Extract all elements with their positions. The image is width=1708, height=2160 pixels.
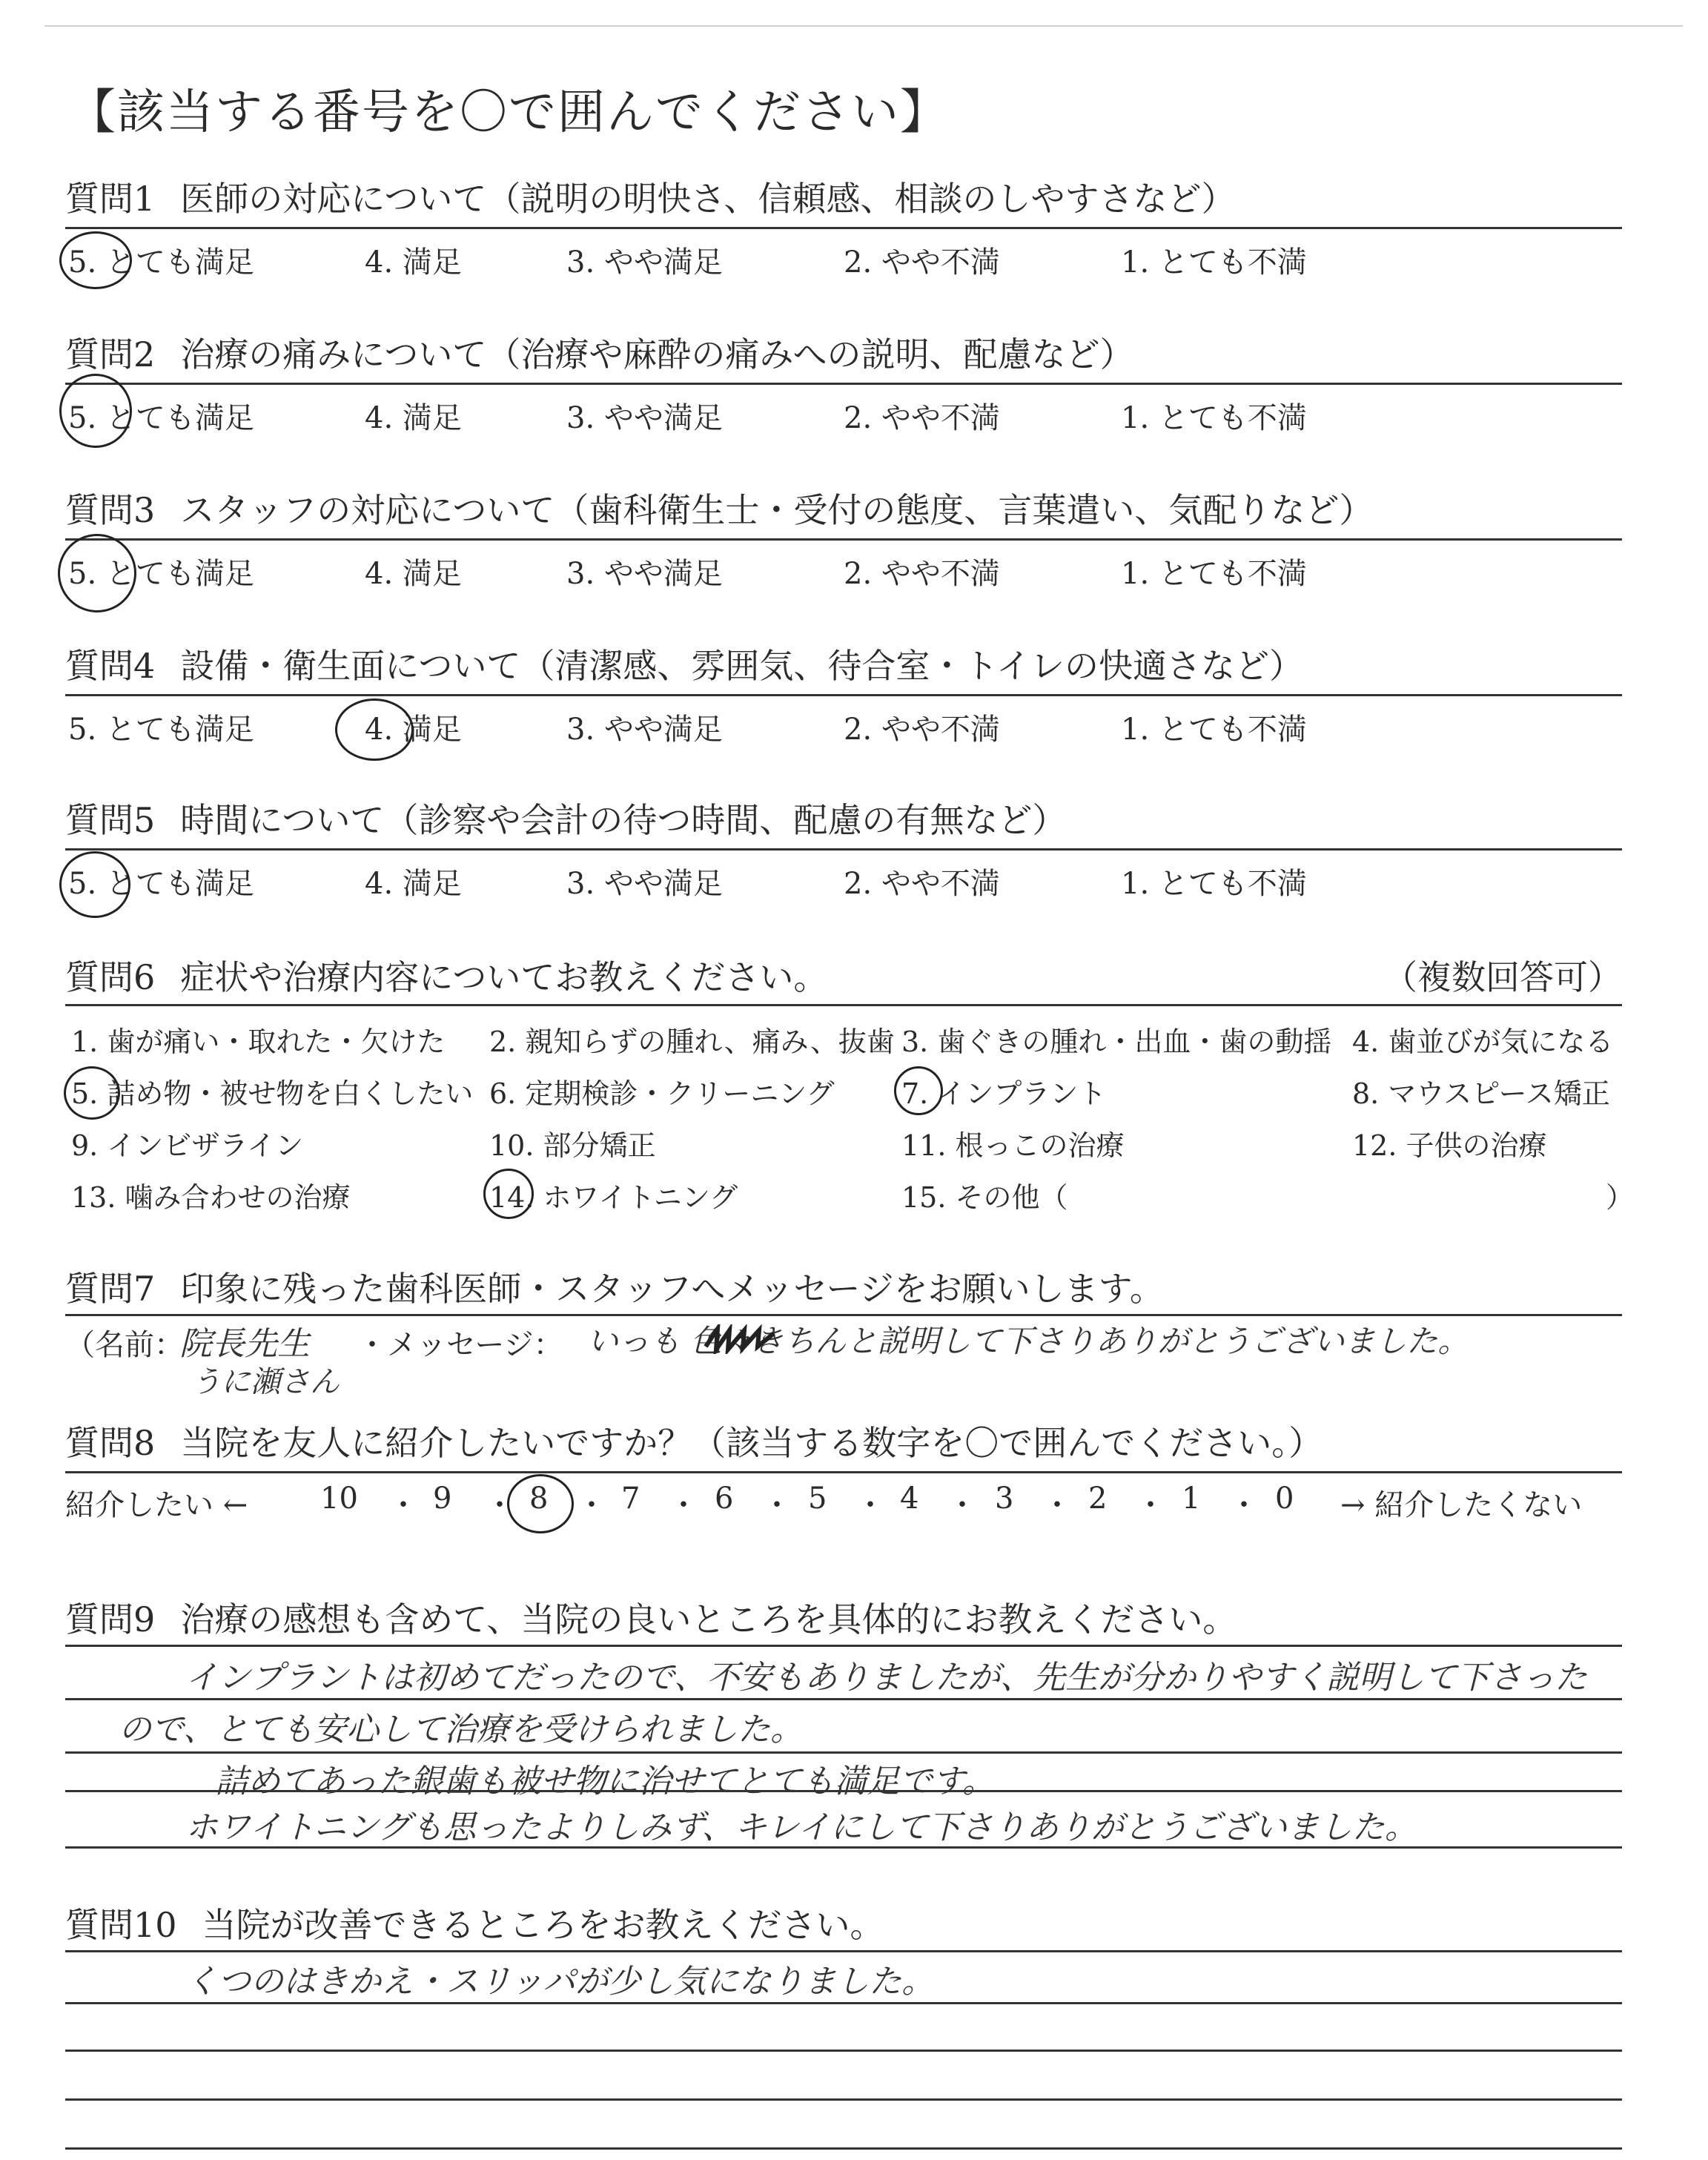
scale-8[interactable]: 8	[529, 1482, 549, 1516]
question-10-title: 質問10 当院が改善できるところをお教えください。	[65, 1905, 884, 1945]
symptom-5[interactable]: 5. 詰め物・被せ物を白くしたい	[71, 1077, 474, 1110]
option-1[interactable]: 1. とても不満	[1121, 245, 1307, 280]
option-1[interactable]: 1. とても不満	[1121, 713, 1307, 747]
scale-dot: ・	[485, 1488, 514, 1522]
symptom-13[interactable]: 13. 噛み合わせの治療	[71, 1181, 351, 1214]
divider	[65, 227, 1622, 229]
scale-dot: ・	[947, 1488, 977, 1522]
option-2[interactable]: 2. やや不満	[844, 245, 1000, 280]
question-9-title: 質問9 治療の感想も含めて、当院の良いところを具体的にお教えください。	[65, 1599, 1237, 1639]
divider	[65, 848, 1622, 851]
message-value[interactable]: いっも 色々きちんと説明して下さりありがとうございました。	[587, 1323, 1469, 1359]
scale-2[interactable]: 2	[1088, 1482, 1108, 1516]
scale-6[interactable]: 6	[715, 1482, 734, 1516]
question-3-options	[65, 550, 1622, 595]
option-5[interactable]: 5. とても満足	[68, 713, 254, 747]
scale-dot: ・	[1136, 1488, 1165, 1522]
option-3[interactable]: 3. やや満足	[566, 713, 723, 747]
question-6-title: 質問6 症状や治療内容についてお教えください。	[65, 957, 828, 997]
symptom-1[interactable]: 1. 歯が痛い・取れた・欠けた	[71, 1025, 446, 1058]
question-7-title: 質問7 印象に残った歯科医師・スタッフへメッセージをお願いします。	[65, 1269, 1164, 1309]
option-2[interactable]: 2. やや不満	[844, 867, 1000, 901]
question-5-options	[65, 860, 1622, 905]
option-4[interactable]: 4. 満足	[365, 401, 462, 435]
question-5-title: 質問5 時間について（診察や会計の待つ時間、配慮の有無など）	[65, 800, 1067, 840]
question-2-title: 質問2 治療の痛みについて（治療や麻酔の痛みへの説明、配慮など）	[65, 334, 1134, 374]
option-3[interactable]: 3. やや満足	[566, 245, 723, 280]
name-value[interactable]: 院長先生	[179, 1325, 310, 1363]
question-8-title: 質問8 当院を友人に紹介したいですか？（該当する数字を〇で囲んでください。）	[65, 1423, 1323, 1463]
scale-1[interactable]: 1	[1182, 1482, 1201, 1516]
question-2-options	[65, 394, 1622, 439]
scale-dot: ・	[669, 1488, 698, 1522]
option-4[interactable]: 4. 満足	[365, 557, 462, 591]
symptom-10[interactable]: 10. 部分矯正	[489, 1129, 656, 1162]
question-3	[65, 483, 1622, 532]
answer-9-line-4[interactable]: ホワイトニングも思ったよりしみず、キレイにして下さりありがとうございました。	[185, 1809, 1417, 1846]
question-4-title: 質問4 設備・衛生面について（清潔感、雰囲気、待合室・トイレの快適さなど）	[65, 646, 1304, 686]
question-7	[65, 1262, 1622, 1311]
symptom-4[interactable]: 4. 歯並びが気になる	[1352, 1025, 1614, 1058]
option-3[interactable]: 3. やや満足	[566, 557, 723, 591]
scribble-icon	[703, 1324, 777, 1354]
option-2[interactable]: 2. やや不満	[844, 557, 1000, 591]
option-3[interactable]: 3. やや満足	[566, 867, 723, 901]
recommend-scale	[65, 1482, 1622, 1526]
option-5[interactable]: 5. とても満足	[68, 867, 254, 901]
symptom-7[interactable]: 7. インプラント	[901, 1077, 1107, 1110]
divider	[65, 538, 1622, 541]
symptom-grid	[65, 1019, 1635, 1214]
divider	[65, 1004, 1622, 1006]
name-value-2[interactable]: うに瀬さん	[191, 1365, 340, 1399]
answer-9-line-3[interactable]: 詰めてあった銀歯も被せ物に治せてとても満足です。	[215, 1763, 996, 1800]
scale-dot: ・	[1229, 1488, 1259, 1522]
question-4-options	[65, 706, 1622, 750]
option-5[interactable]: 5. とても満足	[68, 401, 254, 435]
ruled-line	[65, 2002, 1622, 2004]
divider	[65, 383, 1622, 385]
scale-dot: ・	[388, 1488, 418, 1522]
scale-dot: ・	[855, 1488, 885, 1522]
option-4[interactable]: 4. 満足	[365, 713, 462, 747]
symptom-15-close: ）	[1606, 1181, 1635, 1214]
ruled-line	[65, 1846, 1622, 1849]
ruled-line	[65, 2147, 1622, 2150]
question-10	[65, 1898, 1622, 1947]
symptom-8[interactable]: 8. マウスピース矯正	[1352, 1077, 1610, 1110]
answer-9-line-1[interactable]: インプラントは初めてだったので、不安もありましたが、先生が分かりやすく説明して下さった	[185, 1659, 1588, 1697]
scale-dot: ・	[762, 1488, 792, 1522]
divider	[65, 1950, 1622, 1952]
scale-10[interactable]: 10	[320, 1482, 358, 1516]
multiple-answers-note: （複数回答可）	[1383, 957, 1622, 997]
symptom-11[interactable]: 11. 根っこの治療	[901, 1129, 1125, 1162]
divider	[65, 1645, 1622, 1647]
scale-7[interactable]: 7	[621, 1482, 640, 1516]
ruled-line	[65, 2050, 1622, 2052]
divider	[65, 1314, 1622, 1316]
question-8	[65, 1416, 1622, 1465]
question-5	[65, 793, 1622, 842]
top-border	[44, 25, 1683, 27]
option-1[interactable]: 1. とても不満	[1121, 401, 1307, 435]
scale-9[interactable]: 9	[433, 1482, 452, 1516]
question-4	[65, 639, 1622, 688]
option-1[interactable]: 1. とても不満	[1121, 557, 1307, 591]
option-4[interactable]: 4. 満足	[365, 867, 462, 901]
option-3[interactable]: 3. やや満足	[566, 401, 723, 435]
option-4[interactable]: 4. 満足	[365, 245, 462, 280]
symptom-2[interactable]: 2. 親知らずの腫れ、痛み、抜歯	[489, 1025, 895, 1058]
divider	[65, 694, 1622, 696]
question-1	[65, 172, 1622, 221]
option-2[interactable]: 2. やや不満	[844, 713, 1000, 747]
scale-0[interactable]: 0	[1275, 1482, 1294, 1516]
scale-dot: ・	[1042, 1488, 1072, 1522]
symptom-3[interactable]: 3. 歯ぐきの腫れ・出血・歯の動揺	[901, 1025, 1332, 1058]
name-label: （名前：	[65, 1328, 184, 1362]
question-1-options	[65, 239, 1622, 283]
scale-dot: ・	[577, 1488, 606, 1522]
answer-9-line-2[interactable]: ので、とても安心して治療を受けられました。	[119, 1711, 804, 1748]
option-2[interactable]: 2. やや不満	[844, 401, 1000, 435]
symptom-14[interactable]: 14. ホワイトニング	[489, 1181, 738, 1214]
ruled-line	[65, 1751, 1622, 1754]
option-5[interactable]: 5. とても満足	[68, 557, 254, 591]
question-3-title: 質問3 スタッフの対応について（歯科衛生士・受付の態度、言葉遣い、気配りなど）	[65, 490, 1374, 530]
symptom-12[interactable]: 12. 子供の治療	[1352, 1129, 1547, 1162]
scale-3[interactable]: 3	[995, 1482, 1014, 1516]
scale-4[interactable]: 4	[900, 1482, 919, 1516]
option-1[interactable]: 1. とても不満	[1121, 867, 1307, 901]
question-2	[65, 328, 1622, 377]
answer-10-line-1[interactable]: くつのはきかえ・スリッパが少し気になりました。	[185, 1963, 935, 2001]
divider	[65, 1471, 1622, 1473]
header-instruction: 【該当する番号を〇で囲んでください】	[68, 85, 949, 140]
scale-right-label: → 紹介したくない	[1340, 1488, 1583, 1522]
message-label: ・メッセージ：	[357, 1328, 563, 1362]
question-1-title: 質問1 医師の対応について（説明の明快さ、信頼感、相談のしやすさなど）	[65, 179, 1236, 219]
scale-5[interactable]: 5	[808, 1482, 827, 1516]
question-9	[65, 1593, 1622, 1642]
symptom-9[interactable]: 9. インビザライン	[71, 1129, 304, 1162]
symptom-6[interactable]: 6. 定期検診・クリーニング	[489, 1077, 835, 1110]
ruled-line	[65, 1790, 1622, 1792]
ruled-line	[65, 1698, 1622, 1700]
option-5[interactable]: 5. とても満足	[68, 245, 254, 280]
ruled-line	[65, 2098, 1622, 2101]
symptom-15[interactable]: 15. その他（	[901, 1181, 1068, 1214]
scale-left-label: 紹介したい ←	[65, 1488, 248, 1522]
